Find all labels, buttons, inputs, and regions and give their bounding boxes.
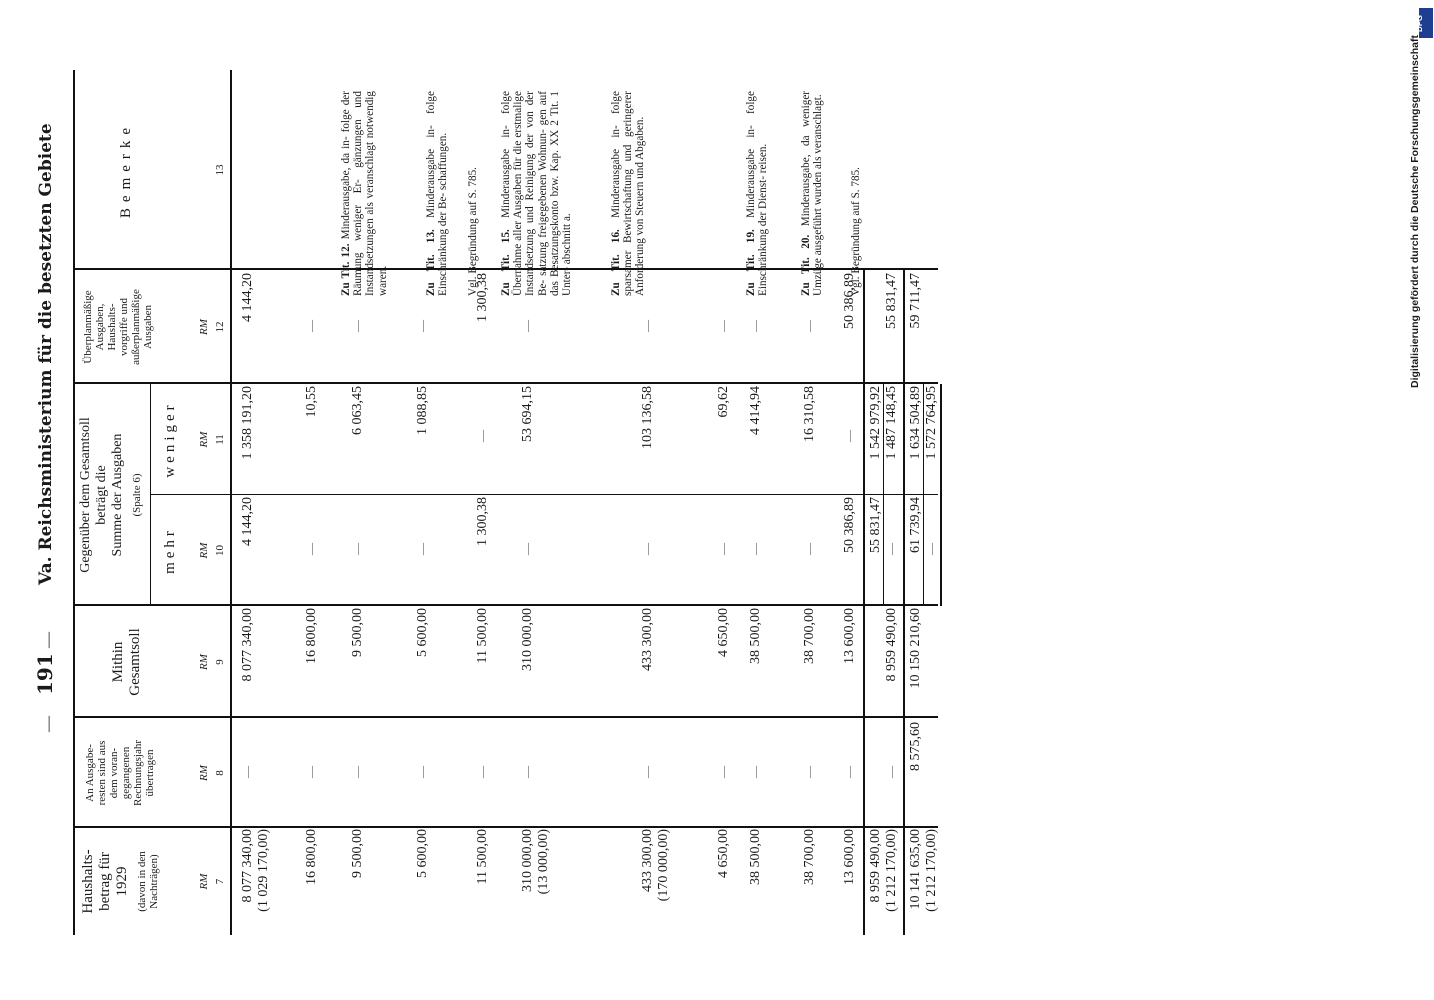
cell-c9: 9 500,00 bbox=[350, 608, 365, 657]
col11-unit: RM bbox=[198, 431, 210, 448]
cell-c8: 8 575,60 bbox=[908, 722, 923, 771]
col7-header bbox=[80, 828, 131, 935]
cell-c11: 1 634 504,89 bbox=[908, 386, 923, 460]
cell-c7: 8 077 340,00 bbox=[240, 829, 255, 903]
dfg-logo bbox=[1414, 8, 1433, 38]
col9-number: 9 bbox=[214, 659, 226, 665]
note-text: Vgl. Begründung auf S. 785. bbox=[850, 167, 862, 296]
cell-c7: 8 959 490,00 bbox=[868, 829, 883, 903]
col8-header-line: Rechnungsjahr bbox=[132, 740, 144, 806]
cell-c10: — bbox=[640, 543, 654, 555]
total-mid-rule-1 bbox=[883, 384, 884, 606]
cell-c7: 11 500,00 bbox=[475, 829, 490, 885]
cell-c8: — bbox=[240, 766, 254, 778]
cell-c11: 10,55 bbox=[304, 386, 319, 418]
cell-c10: 61 739,94 bbox=[908, 497, 923, 553]
dfg-logo-text: DFG bbox=[1414, 15, 1424, 32]
col7-header-line: 1929 bbox=[114, 866, 130, 897]
cell-c12: — bbox=[748, 320, 762, 332]
cell-c12: — bbox=[716, 320, 730, 332]
cell-c12: 59 711,47 bbox=[908, 273, 923, 329]
cell-c8: — bbox=[884, 766, 898, 778]
cell-c9: 8 959 490,00 bbox=[884, 608, 899, 682]
col9-header-line: Mithin bbox=[110, 641, 126, 683]
col7-sub-line: Nachträgen) bbox=[148, 854, 160, 909]
col-rule-4 bbox=[150, 494, 938, 495]
dash-left: — bbox=[40, 716, 57, 732]
col7-unit: RM bbox=[198, 873, 210, 890]
total-mid-rule-2 bbox=[923, 384, 924, 606]
cell-c7b: (1 212 170,00) bbox=[884, 829, 899, 912]
col8-unit: RM bbox=[198, 765, 210, 781]
col7-subheader bbox=[136, 828, 160, 935]
col7-number: 7 bbox=[214, 878, 226, 885]
page-number: 191 bbox=[33, 653, 57, 695]
note-tit-15 bbox=[500, 91, 573, 296]
page-title: Va. Reichsministerium für die besetzten Gebiete bbox=[36, 123, 56, 585]
cell-c8: — bbox=[350, 766, 364, 778]
note-text: Minderausgabe in- folge Übernahme aller Ausgaben für die erstmalige Instandsetzung und Reinigung der von der Be- satzung freigegebenen Wohnun- gen auf das Besatzungskonto bzw. Kap. XX 2 Tit. 1 Unter- abschnitt a. bbox=[500, 91, 574, 296]
cell-c10: — bbox=[350, 543, 364, 555]
cell-c7: 38 500,00 bbox=[748, 829, 763, 885]
note-vgl-2 bbox=[850, 91, 862, 296]
cell-c9: 16 800,00 bbox=[304, 608, 319, 664]
note-ref: Zu Tit. 12. bbox=[340, 243, 352, 296]
col12-number: 12 bbox=[214, 321, 226, 333]
cell-c12: 55 831,47 bbox=[884, 273, 899, 329]
col12-header-line: Ausgaben bbox=[142, 305, 154, 349]
cell-c11: 53 694,15 bbox=[520, 386, 535, 442]
col12-header-line: Ausgaben, bbox=[94, 303, 106, 351]
cell-c7b: (170 000,00) bbox=[656, 829, 671, 902]
cell-c12: — bbox=[304, 320, 318, 332]
col10-label: mehr bbox=[162, 527, 178, 574]
cell-c10b: — bbox=[884, 543, 898, 555]
cell-c12: — bbox=[350, 320, 364, 332]
cell-c8: — bbox=[842, 766, 856, 778]
group-subheader: (Spalte 6) bbox=[131, 473, 143, 517]
group-header-line: Summe der Ausgaben bbox=[110, 433, 125, 557]
col8-header bbox=[84, 718, 156, 828]
cell-c11: 1 358 191,20 bbox=[240, 386, 255, 460]
col7-header-line: betrag für bbox=[97, 852, 113, 911]
cell-c7: 5 600,00 bbox=[415, 829, 430, 878]
group-header-rule bbox=[150, 384, 151, 606]
cell-c10: — bbox=[802, 543, 816, 555]
cell-c7: 13 600,00 bbox=[842, 829, 857, 885]
col12-header-line: Haushalts- bbox=[106, 303, 118, 351]
cell-c9: 8 077 340,00 bbox=[240, 608, 255, 682]
col9-header-line: Gesamtsoll bbox=[127, 628, 143, 696]
cell-c10: 4 144,20 bbox=[240, 497, 255, 546]
note-tit-16 bbox=[610, 91, 647, 296]
cell-c8: — bbox=[520, 766, 534, 778]
cell-c9: 4 650,00 bbox=[716, 608, 731, 657]
col10-number: 10 bbox=[214, 545, 226, 556]
col9-unit: RM bbox=[198, 654, 210, 670]
col13-number: 13 bbox=[214, 164, 226, 176]
cell-c12: — bbox=[520, 320, 534, 332]
cell-c11: — bbox=[475, 430, 489, 442]
note-ref: Zu Tit. 20. bbox=[800, 234, 812, 296]
cell-c10: — bbox=[304, 543, 318, 555]
cell-c7: 310 000,00 bbox=[520, 829, 535, 892]
cell-c9: 10 150 210,60 bbox=[908, 608, 923, 689]
cell-c11b: 1 572 764,95 bbox=[924, 386, 939, 460]
col11-label: weniger bbox=[162, 401, 178, 478]
col12-header bbox=[82, 270, 154, 384]
cell-c8: — bbox=[802, 766, 816, 778]
cell-c12: 1 300,38 bbox=[475, 273, 490, 322]
cell-c11: 16 310,58 bbox=[802, 386, 817, 442]
note-tit-12 bbox=[340, 91, 389, 296]
cell-c7: 16 800,00 bbox=[304, 829, 319, 885]
note-text: Minderausgabe, da in- folge der Räumung weniger Er- gänzungen und Instandsetzungen als veranschlagt notwendig waren. bbox=[340, 91, 389, 296]
cell-c9: 310 000,00 bbox=[520, 608, 535, 671]
digitization-credit: Digitalisierung gefördert durch die Deutsche Forschungsgemeinschaft bbox=[1409, 35, 1421, 388]
cell-c7b: (13 000,00) bbox=[536, 829, 551, 895]
col8-header-line: übertragen bbox=[144, 749, 156, 797]
cell-c10: 50 386,89 bbox=[842, 497, 857, 553]
cell-c12: 4 144,20 bbox=[240, 273, 255, 322]
cell-c11: 103 136,58 bbox=[640, 386, 655, 449]
cell-c12: — bbox=[802, 320, 816, 332]
col10-unit: RM bbox=[198, 542, 210, 559]
note-text: Minderausgabe, da weniger Umzüge ausgeführt wurden als veranschlagt. bbox=[800, 90, 825, 296]
cell-c7: 9 500,00 bbox=[350, 829, 365, 878]
cell-c7: 433 300,00 bbox=[640, 829, 655, 892]
cell-c7: 4 650,00 bbox=[716, 829, 731, 878]
col8-header-line: An Ausgabe- bbox=[84, 744, 96, 802]
group-header-line: Gegenüber dem Gesamtsoll bbox=[78, 417, 93, 573]
note-text: Minderausgabe in- folge sparsamer Bewirtschaftung und geringerer Anforderung von Steuern und Abgaben. bbox=[610, 91, 647, 296]
cell-c10: — bbox=[748, 543, 762, 555]
note-ref: Zu Tit. 15. bbox=[500, 229, 512, 296]
cell-c10: — bbox=[716, 543, 730, 555]
total-rule-1 bbox=[863, 270, 865, 935]
cell-c7: 10 141 635,00 bbox=[908, 829, 923, 910]
col8-header-line: dem voran- bbox=[108, 747, 120, 799]
col12-header-line: Überplanmäßige bbox=[82, 290, 94, 364]
cell-c8: — bbox=[640, 766, 654, 778]
cell-c11: — bbox=[842, 430, 856, 442]
cell-c7b: (1 212 170,00) bbox=[924, 829, 939, 912]
note-ref: Zu Tit. 16. bbox=[610, 229, 622, 296]
cell-c10: 55 831,47 bbox=[868, 497, 883, 553]
note-text: Vgl. Begründung auf S. 785. bbox=[467, 167, 479, 296]
col12-unit: RM bbox=[198, 319, 210, 335]
dash-right: — bbox=[40, 632, 57, 648]
cell-c12: — bbox=[640, 320, 654, 332]
note-text: Minderausgabe in- folge Einschränkung der Dienst- reisen. bbox=[745, 91, 770, 296]
cell-c11b: 1 487 148,45 bbox=[884, 386, 899, 460]
header-bottom-rule bbox=[230, 70, 232, 935]
group-header bbox=[78, 384, 126, 606]
group-header-line: beträgt die bbox=[94, 465, 109, 525]
cell-c12: 50 386,89 bbox=[842, 273, 857, 329]
col12-header-line: außerplanmäßige bbox=[130, 289, 142, 365]
total-rule-3 bbox=[940, 384, 942, 606]
col7-header-line: Haushalts- bbox=[80, 849, 96, 914]
note-ref: Zu Tit. 13. bbox=[425, 229, 437, 296]
cell-c9: 11 500,00 bbox=[475, 608, 490, 664]
cell-c10: — bbox=[520, 543, 534, 555]
col13-label: Bemerke bbox=[118, 121, 134, 219]
cell-c11: 1 088,85 bbox=[415, 386, 430, 435]
cell-c11: 6 063,45 bbox=[350, 386, 365, 435]
cell-c7: 38 700,00 bbox=[802, 829, 817, 885]
cell-c9: 433 300,00 bbox=[640, 608, 655, 671]
cell-c8: — bbox=[415, 766, 429, 778]
col9-header bbox=[110, 606, 144, 718]
col8-header-line: gegangenen bbox=[120, 746, 132, 800]
note-text: Minderausgabe in- folge Einschränkung der Be- schaffungen. bbox=[425, 91, 450, 296]
cell-c8: — bbox=[716, 766, 730, 778]
cell-c11: 69,62 bbox=[716, 386, 731, 418]
note-tit-20 bbox=[800, 91, 824, 296]
col8-number: 8 bbox=[214, 770, 226, 776]
col8-header-line: resten sind aus bbox=[96, 740, 108, 806]
note-tit-19 bbox=[745, 91, 769, 296]
cell-c8: — bbox=[304, 766, 318, 778]
note-ref: Zu Tit. 19. bbox=[745, 229, 757, 296]
cell-c10: — bbox=[415, 543, 429, 555]
col12-header-line: vorgriffe und bbox=[118, 298, 130, 356]
cell-c8: — bbox=[748, 766, 762, 778]
cell-c12: — bbox=[415, 320, 429, 332]
cell-c9: 38 500,00 bbox=[748, 608, 763, 664]
col11-number: 11 bbox=[214, 434, 226, 445]
cell-c8: — bbox=[475, 766, 489, 778]
cell-c11: 4 414,94 bbox=[748, 386, 763, 435]
cell-c9: 38 700,00 bbox=[802, 608, 817, 664]
cell-c9: 5 600,00 bbox=[415, 608, 430, 657]
cell-c9: 13 600,00 bbox=[842, 608, 857, 664]
cell-c10: 1 300,38 bbox=[475, 497, 490, 546]
col7-sub-line: (davon in den bbox=[136, 851, 148, 912]
note-tit-13 bbox=[425, 91, 449, 296]
total-rule-2 bbox=[903, 270, 905, 935]
cell-c10b: — bbox=[924, 543, 938, 555]
cell-c7b: (1 029 170,00) bbox=[256, 829, 271, 912]
note-vgl-1 bbox=[467, 91, 479, 296]
table-top-rule bbox=[73, 70, 75, 935]
cell-c11: 1 542 979,92 bbox=[868, 386, 883, 460]
